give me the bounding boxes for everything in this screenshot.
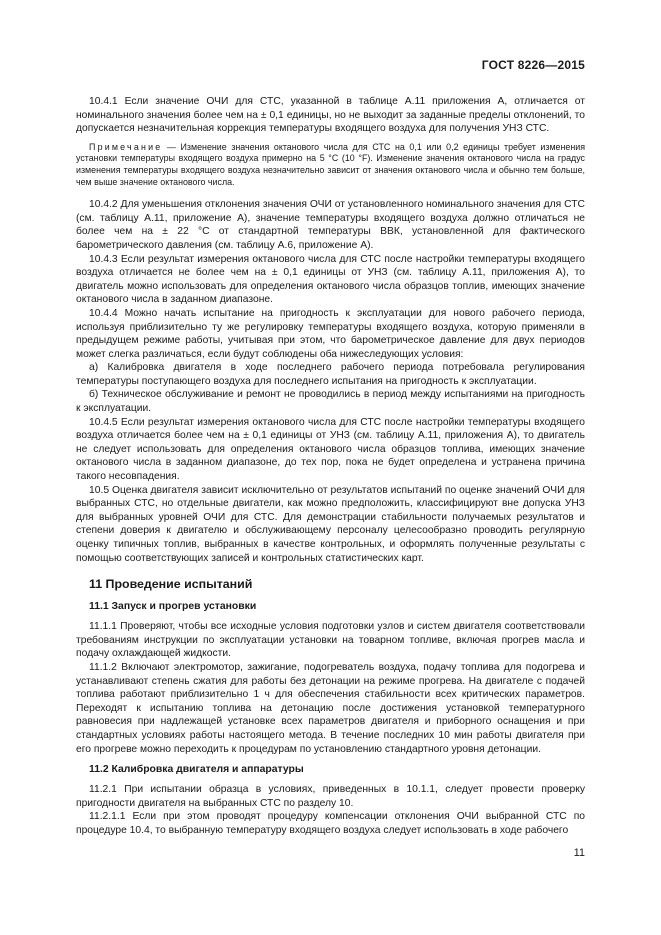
paragraph-11-1-1: 11.1.1 Проверяют, чтобы все исходные условия подготовки узлов и систем двигателя соответствовали требованиям инструкции по эксплуатации установки на товарном топливе, включая прогрев масла и подачу охлаждающей жидкости. (76, 621, 585, 660)
note-label: Примечание (89, 141, 163, 152)
paragraph-10-4-1: 10.4.1 Если значение ОЧИ для СТС, указанной в таблице А.11 приложения А, отличается от номинального значения более чем на ± 0,1 единицы, но не выходит за заданные пределы отклонений, то допускается незначительная коррекция температуры входящего воздуха для получения УНЗ СТС. (76, 96, 585, 135)
paragraph-10-4-5: 10.4.5 Если результат измерения октанового числа для СТС после настройки температуры входящего воздуха отличается более чем на ± 0,1 единицы от УНЗ (см. таблицу А.11, приложения А), то двигатель не следует использовать для определения октанового числа образцов топлива, имеющих значение октанового числа в заданном диапазоне, до тех пор, пока не будет определена и устранена причина такого несовпадения. (76, 416, 585, 483)
paragraph-11-2-1-1: 11.2.1.1 Если при этом проводят процедуру компенсации отклонения ОЧИ выбранной СТС по процедуре 10.4, то выбранную температуру входящего воздуха следует использовать в ходе рабочего (76, 811, 585, 836)
section-11-heading: 11 Проведение испытаний (89, 577, 253, 592)
note (76, 142, 585, 188)
section-11-1-heading: 11.1 Запуск и прогрев установки (89, 601, 257, 613)
paragraph-10-4-4: 10.4.4 Можно начать испытание на пригодность к эксплуатации для нового рабочего периода, используя приблизительно ту же регулировку температуры входящего воздуха, которую применяли в предыдущем режиме работы, учитывая при этом, что барометрическое давление для двух периодов может слегка различаться, если будут соблюдены оба нижеследующих условия: (76, 307, 585, 360)
paragraph-10-5: 10.5 Оценка двигателя зависит исключительно от результатов испытаний по оценке значений ОЧИ для выбранных СТС, но отдельные двигатели, как можно предположить, классифицируют вне допуска УНЗ для выбранных уровней ОЧИ для СТС. Для демонстрации стабильности получаемых результатов и степени доверия к двигателю и обслуживающему персоналу целесообразно проводить регулярную оценку типичных топлив, выбранных в качестве контрольных, и оформлять полученные результаты с помощью соответствующих записей и контрольных статистических карт. (76, 484, 585, 564)
paragraph-11-1-2: 11.1.2 Включают электромотор, зажигание, подогреватель воздуха, подачу топлива для подогрева и устанавливают степень сжатия для работы без детонации на режиме прогрева. На двигателе с подачей топлива работают приблизительно 1 ч для обеспечения стабильности всех критических параметров. Переходят к испытанию топлива на детонацию после достижения установкой температурного равновесия при надлежащей установке всех параметров двигателя и приборного оснащения и при стандартных условиях работы настоящего метода. В течение последних 10 мин работы двигателя при его прогреве можно переходить к процедурам по установлению стандартного уровня детонации. (76, 661, 585, 755)
paragraph-item-a: а) Калибровка двигателя в ходе последнего рабочего периода потребовала регулирования температуры поступающего воздуха для последнего испытания на пригодность к эксплуатации. (76, 362, 585, 387)
paragraph-10-4-3: 10.4.3 Если результат измерения октанового числа для СТС после настройки температуры входящего воздуха отличается не более чем на ± 0,1 единицы от УНЗ (см. таблицу А.11, приложения А), то двигатель можно использовать для определения октанового числа образцов топлив, имеющих значение октанового числа в заданном диапазоне. (76, 253, 585, 306)
note-text: — Изменение значения октанового числа для СТС на 0,1 или 0,2 единицы требует изменения установки температуры входящего воздуха примерно на 5 °С (10 °F). Изменение значения октанового числа на градус изменения температуры входящего воздуха незначительно зависит от значения октанового числа и обычно тем больше, чем выше значение октанового числа. (76, 141, 585, 187)
section-11-2-heading: 11.2 Калибровка двигателя и аппаратуры (89, 764, 304, 776)
paragraph-10-4-2: 10.4.2 Для уменьшения отклонения значения ОЧИ от установленного номинального значения для СТС (см. таблицу А.11, приложение А), значение температуры входящего воздуха должно отличаться не более чем на ± 22 °С от стандартной температуры ВВК, установленной для фактического барометрического давления (см. таблицу А.6, приложение А). (76, 199, 585, 251)
paragraph-11-2-1: 11.2.1 При испытании образца в условиях, приведенных в 10.1.1, следует провести проверку пригодности двигателя на выбранных СТС по разделу 10. (76, 784, 585, 809)
page-content (76, 95, 585, 838)
document-id-header: ГОСТ 8226—2015 (481, 58, 585, 72)
page-number: 11 (573, 847, 585, 859)
paragraph-item-b: б) Техническое обслуживание и ремонт не проводились в период между испытаниями на пригодность к эксплуатации. (76, 389, 585, 415)
